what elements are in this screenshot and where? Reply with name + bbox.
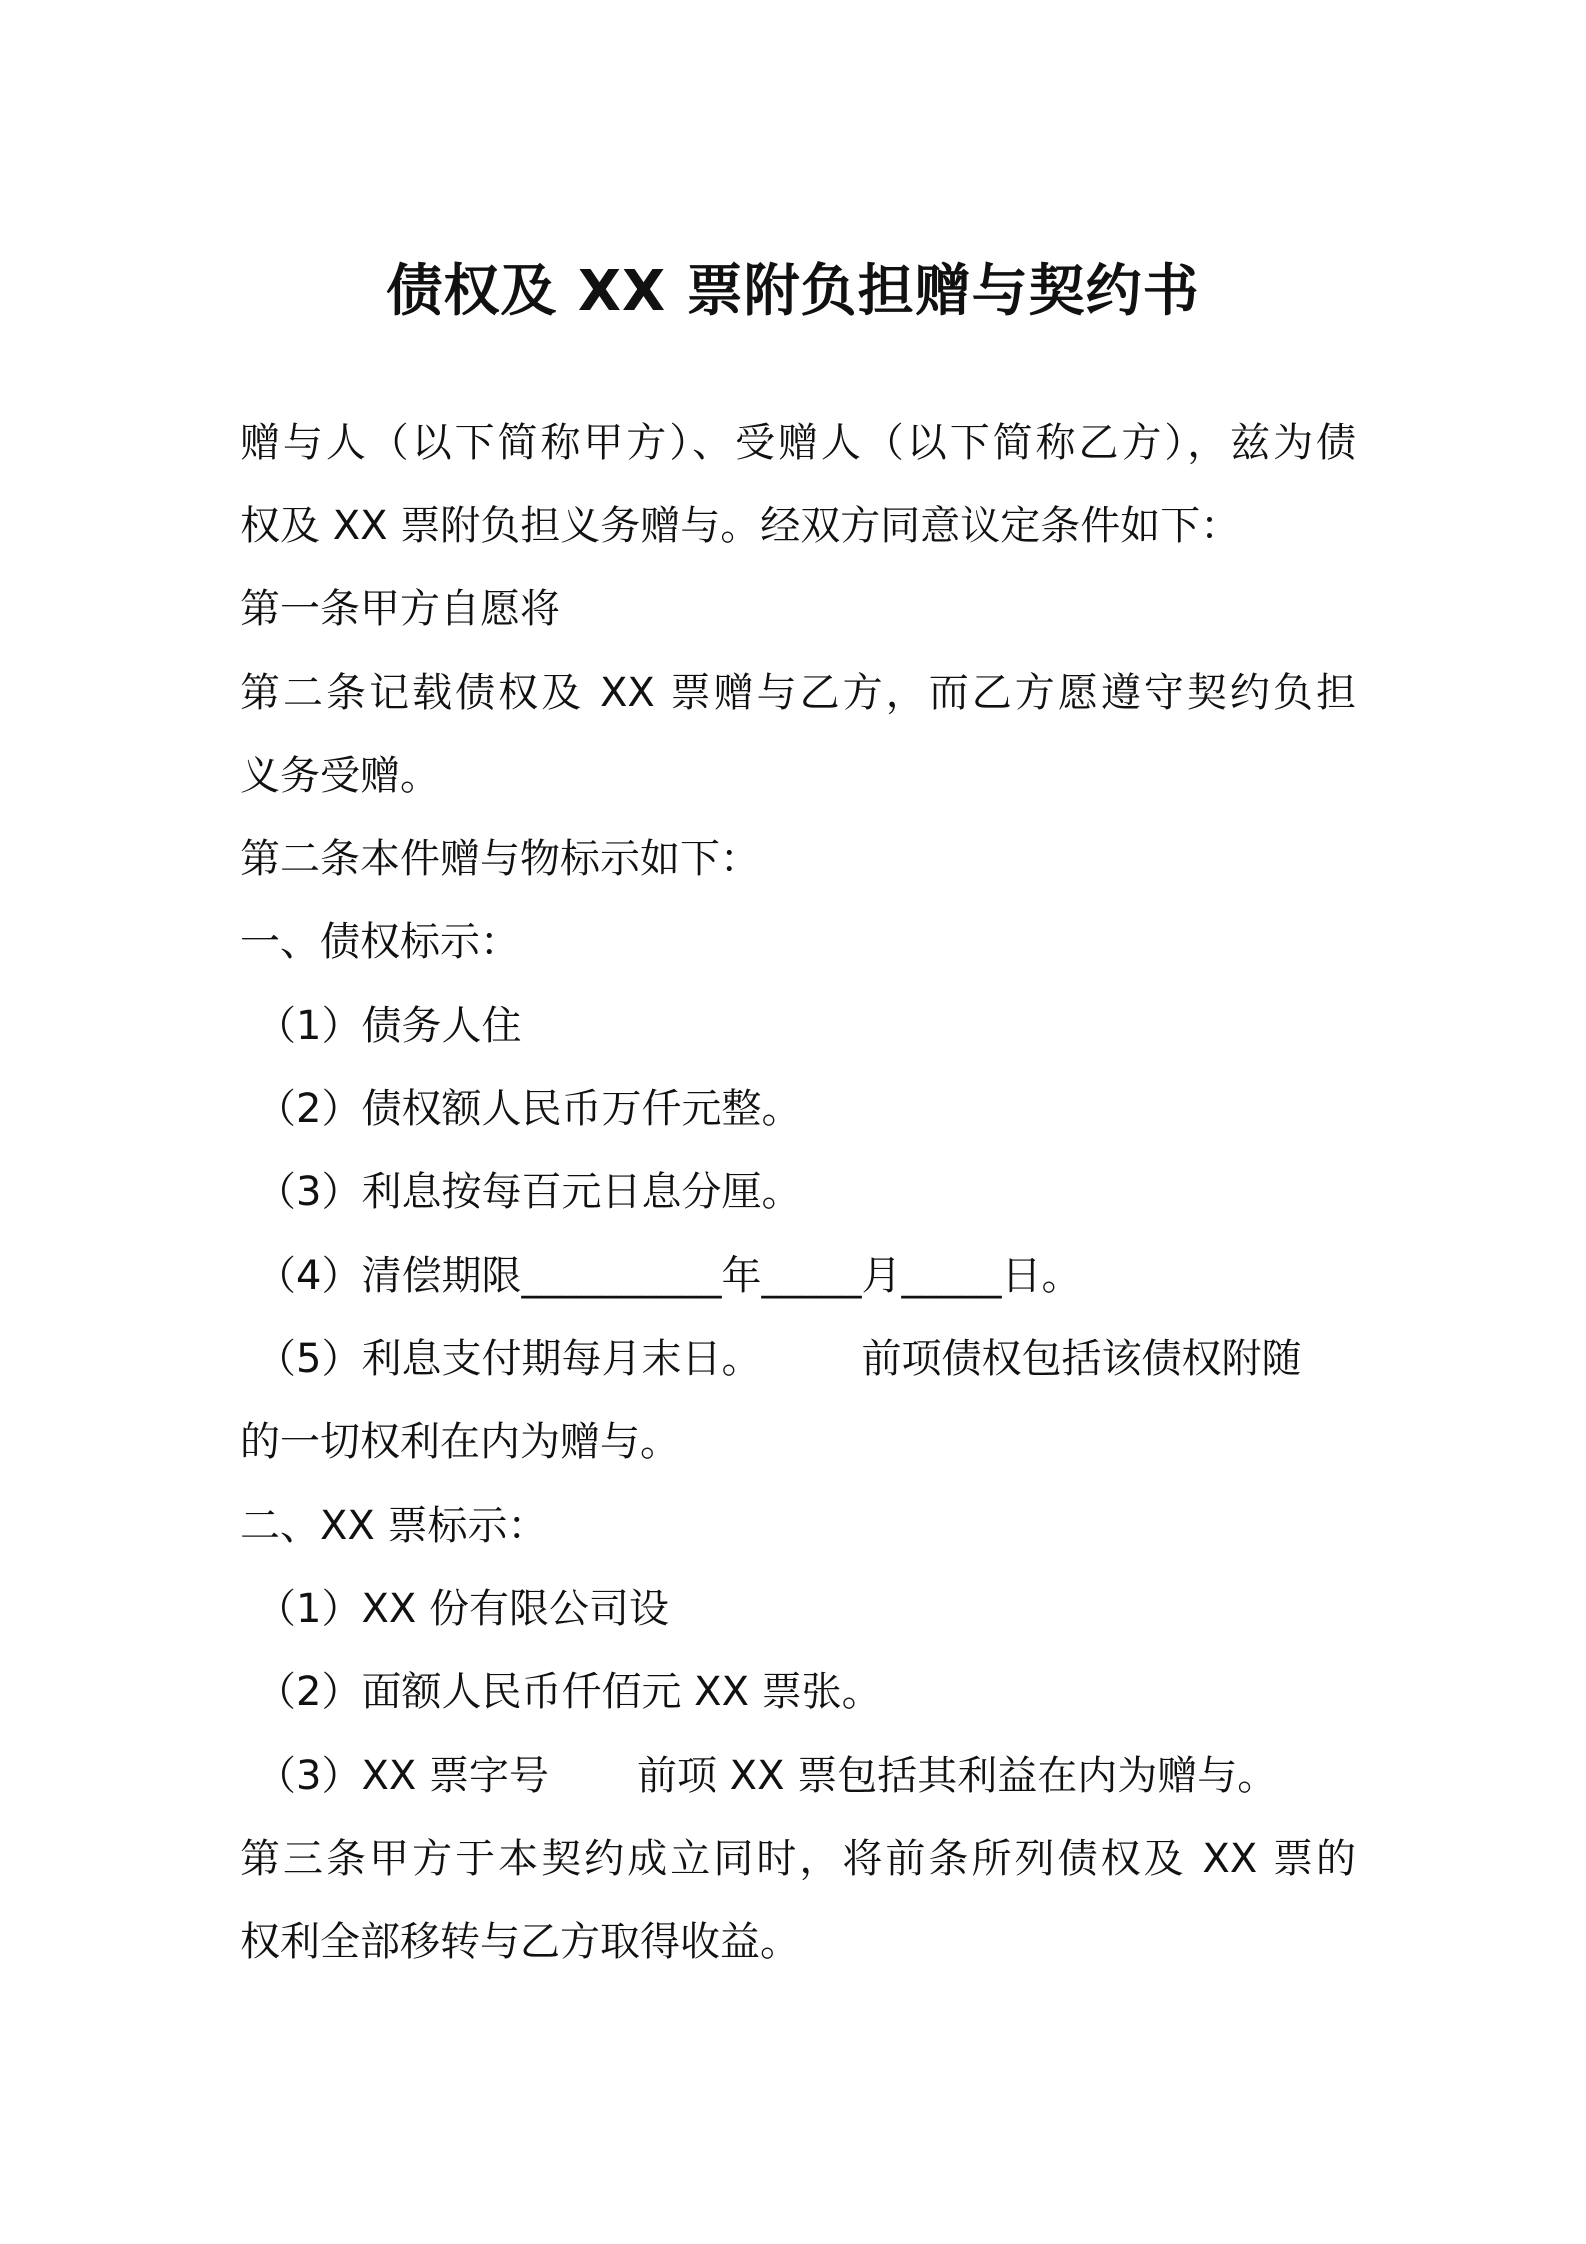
claim-item-text: （5）利息支付期每月末日。 (256, 1336, 762, 1382)
article-2b-heading: 第二条本件赠与物标示如下： (240, 836, 760, 882)
article-2-line: 第二条记载债权及 XX 票赠与乙方，而乙方愿遵守契约负担 (240, 670, 1356, 716)
claim-item: （3）利息按每百元日息分厘。 (256, 1169, 802, 1215)
stock-item: （1）XX 份有限公司设 (256, 1586, 669, 1632)
paragraph-line: 权及 XX 票附负担义务赠与。经双方同意议定条件如下： (240, 503, 1241, 549)
stock-item: （2）面额人民币仟佰元 XX 票张。 (256, 1669, 882, 1715)
claim-item: （4）清偿期限__________年_____月_____日。 (256, 1253, 1082, 1299)
article-2-line: 义务受赠。 (240, 753, 440, 799)
document-title: 债权及 XX 票附负担赠与契约书 (386, 259, 1200, 324)
claim-note: 前项债权包括该债权附随 (861, 1336, 1302, 1382)
claim-note-line: 的一切权利在内为赠与。 (240, 1419, 680, 1465)
paragraph-line: 赠与人（以下简称甲方）、受赠人（以下简称乙方），兹为债 (240, 420, 1356, 466)
article-3-line: 第三条甲方于本契约成立同时，将前条所列债权及 XX 票的 (240, 1836, 1356, 1882)
section-heading-stock: 二、XX 票标示： (240, 1503, 548, 1549)
claim-item: （2）债权额人民币万仟元整。 (256, 1086, 802, 1132)
stock-item (256, 1748, 1277, 1804)
stock-item-text: （3）XX 票字号 (256, 1753, 549, 1799)
article-1: 第一条甲方自愿将 (240, 586, 560, 632)
claim-item (256, 1331, 1301, 1387)
article-3-line: 权利全部移转与乙方取得收益。 (240, 1919, 800, 1965)
claim-item: （1）债务人住 (256, 1003, 522, 1049)
section-heading-claim: 一、债权标示： (240, 919, 520, 965)
stock-note: 前项 XX 票包括其利益在内为赠与。 (636, 1753, 1278, 1799)
